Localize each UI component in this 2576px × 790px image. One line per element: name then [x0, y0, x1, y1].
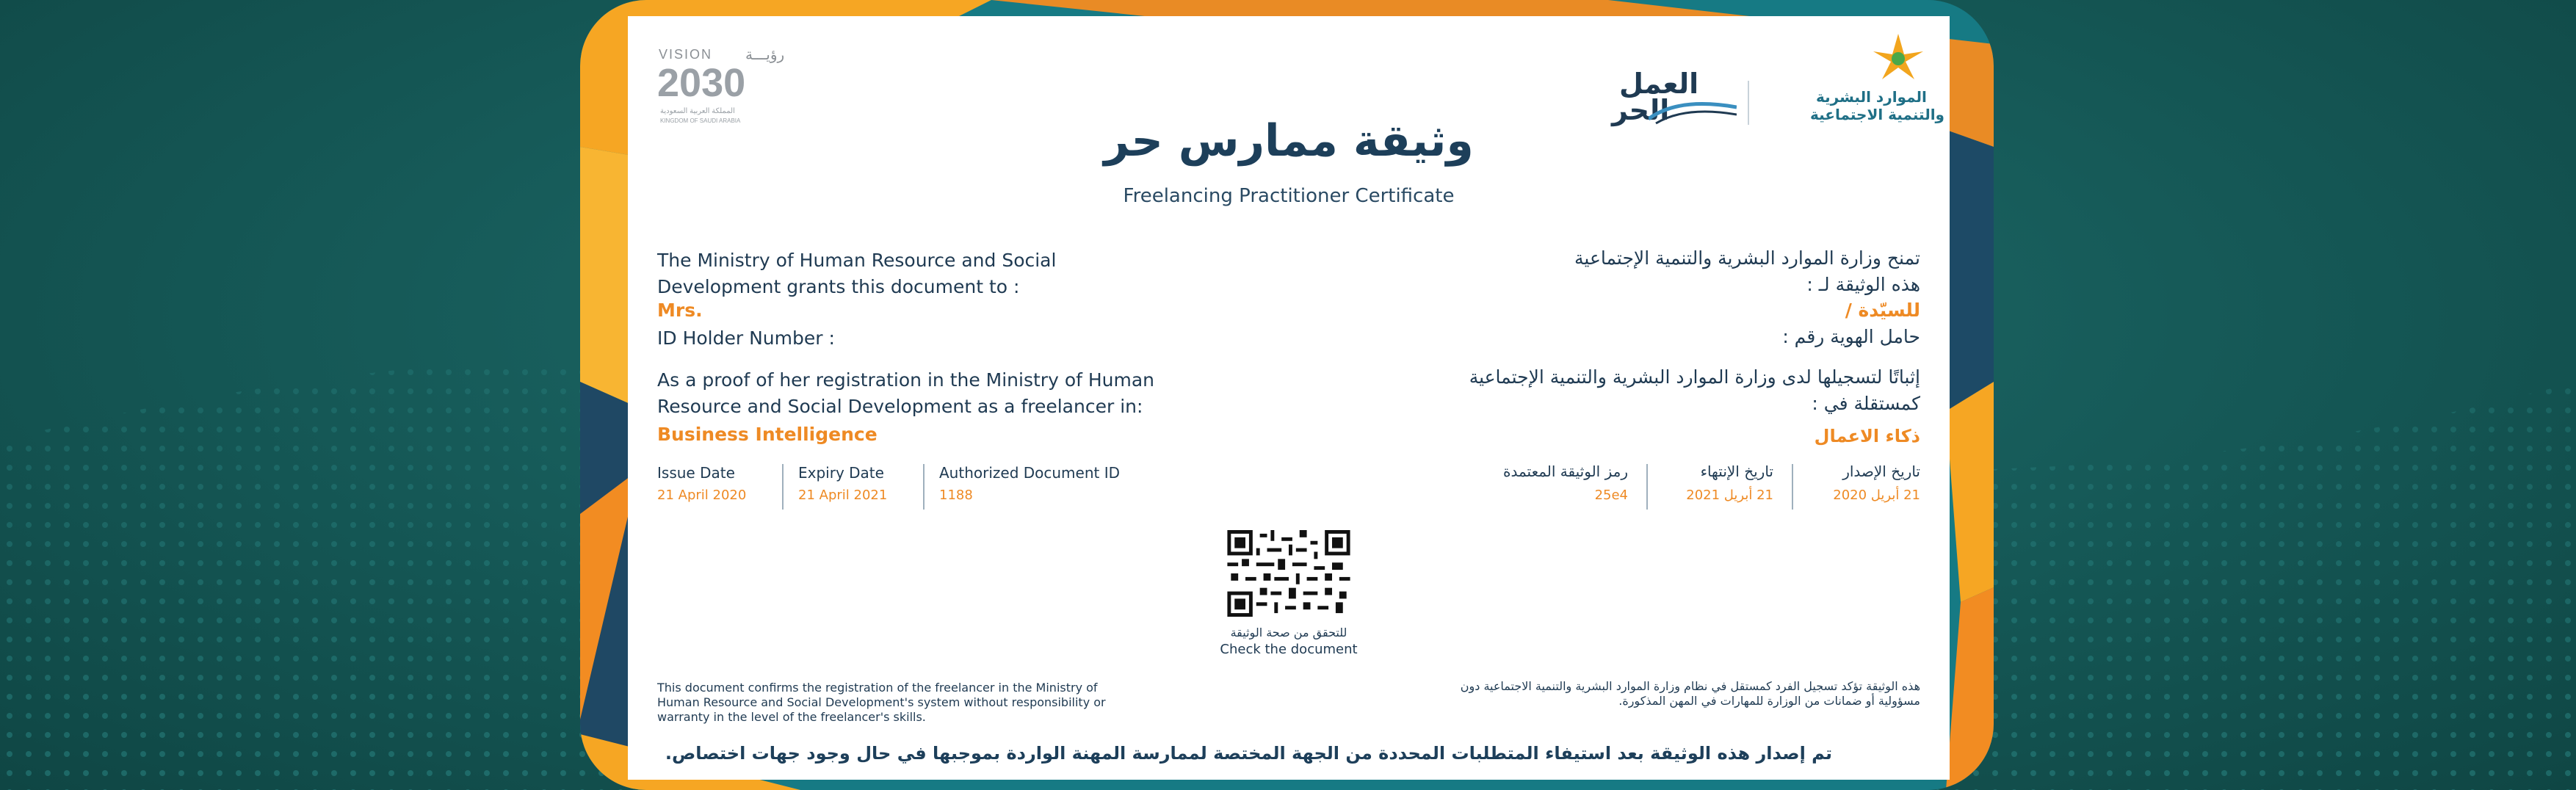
date-separator-en-1 — [782, 464, 784, 510]
id-holder-label-arabic: حامل الهوية رقم : — [1782, 326, 1920, 347]
certificate-paper — [628, 16, 1950, 780]
date-separator-ar-2 — [1646, 464, 1648, 510]
expiry-date-value-ar: 21 أبريل 2021 — [1686, 488, 1773, 503]
logo-divider — [1748, 81, 1749, 125]
vision-2030-logo — [657, 47, 797, 128]
date-separator-en-2 — [923, 464, 925, 510]
disclaimer-en-line3: warranty in the level of the freelancer's skills. — [657, 710, 926, 724]
freelance-logo — [1604, 68, 1737, 134]
grant-ar-line2: هذه الوثيقة لـ : — [1806, 274, 1920, 295]
verification-qr-code[interactable] — [1226, 530, 1351, 617]
disclaimer-arabic — [1461, 679, 1920, 709]
issue-date-value-ar: 21 أبريل 2020 — [1833, 488, 1920, 503]
field-arabic: ذكاء الاعمال — [1814, 426, 1920, 446]
issue-date-label-en: Issue Date — [657, 464, 735, 482]
verify-text-english[interactable]: Check the document — [1220, 642, 1358, 657]
document-id-label-ar: رمز الوثيقة المعتمدة — [1503, 463, 1628, 480]
proof-ar-line1: إثباتًا لتسجيلها لدى وزارة الموارد البشرية والتنمية الإجتماعية — [1469, 366, 1920, 388]
ministry-logo — [1751, 31, 1944, 134]
grant-ar-line1: تمنح وزارة الموارد البشرية والتنمية الإجتماعية — [1574, 247, 1920, 269]
proof-en-line2: Resource and Social Development as a freelancer in: — [657, 396, 1143, 417]
grant-text-english — [657, 247, 1056, 300]
document-id-value-ar: 25e4 — [1594, 488, 1628, 503]
verify-text-arabic: للتحقق من صحة الوثيقة — [1230, 626, 1347, 639]
disclaimer-en-line1: This document confirms the registration of the freelancer in the Ministry of — [657, 681, 1098, 695]
expiry-date-label-ar: تاريخ الإنتهاء — [1700, 463, 1773, 480]
expiry-date-value-en: 21 April 2021 — [798, 488, 888, 503]
ministry-logo-line1: الموارد البشرية — [1816, 88, 1927, 106]
grant-en-line1: The Ministry of Human Resource and Social — [657, 250, 1057, 271]
disclaimer-ar-line1: هذه الوثيقة تؤكد تسجيل الفرد كمستقل في نظام وزارة الموارد البشرية والتنمية الاجتماعية دون — [1460, 679, 1920, 693]
proof-text-arabic — [1469, 364, 1920, 417]
vision-logo-year: 2030 — [657, 61, 746, 105]
document-id-value-en: 1188 — [939, 488, 973, 503]
vision-logo-arabic-sub: المملكة العربية السعودية — [660, 107, 735, 115]
proof-en-line1: As a proof of her registration in the Ministry of Human — [657, 369, 1155, 391]
disclaimer-en-line2: Human Resource and Social Development's system without responsibility or — [657, 695, 1106, 709]
issue-date-label-ar: تاريخ الإصدار — [1842, 463, 1920, 480]
holder-title-english: Mrs. — [657, 300, 703, 321]
freelance-logo-line2: الحر — [1612, 94, 1670, 126]
holder-title-arabic: للسيّدة / — [1845, 300, 1920, 321]
grant-en-line2: Development grants this document to : — [657, 276, 1020, 297]
ministry-star-icon — [1862, 31, 1935, 82]
vision-logo-arabic: رؤيـــة — [745, 47, 785, 63]
ministry-logo-line2: والتنمية الاجتماعية — [1810, 106, 1944, 123]
disclaimer-ar-line2: مسؤولية أو ضمانات من الوزارة للمهارات في المهن المذكورة. — [1618, 694, 1920, 708]
freelance-wave-icon — [1649, 97, 1737, 126]
title-english: Freelancing Practitioner Certificate — [1123, 185, 1455, 207]
footer-statement-arabic: تم إصدار هذه الوثيقة بعد استيفاء المتطلبات المحددة من الجهة المختصة لممارسة المهنة الواردة بموجبها في حال وجود جهات اختصاص. — [665, 743, 1832, 764]
proof-ar-line2: كمستقلة في : — [1812, 393, 1920, 414]
grant-text-arabic — [1574, 245, 1920, 298]
field-english: Business Intelligence — [657, 424, 878, 445]
date-separator-ar-1 — [1792, 464, 1793, 510]
id-holder-label-english: ID Holder Number : — [657, 327, 835, 349]
vision-logo-english: VISION — [659, 47, 713, 62]
document-id-label-en: Authorized Document ID — [939, 464, 1121, 482]
title-arabic: وثيقة ممارس حر — [1104, 115, 1474, 167]
disclaimer-english — [657, 681, 1106, 725]
proof-text-english — [657, 367, 1154, 420]
expiry-date-label-en: Expiry Date — [798, 464, 884, 482]
issue-date-value-en: 21 April 2020 — [657, 488, 747, 503]
freelance-logo-line1: العمل — [1619, 68, 1699, 100]
vision-logo-english-sub: KINGDOM OF SAUDI ARABIA — [660, 117, 741, 124]
